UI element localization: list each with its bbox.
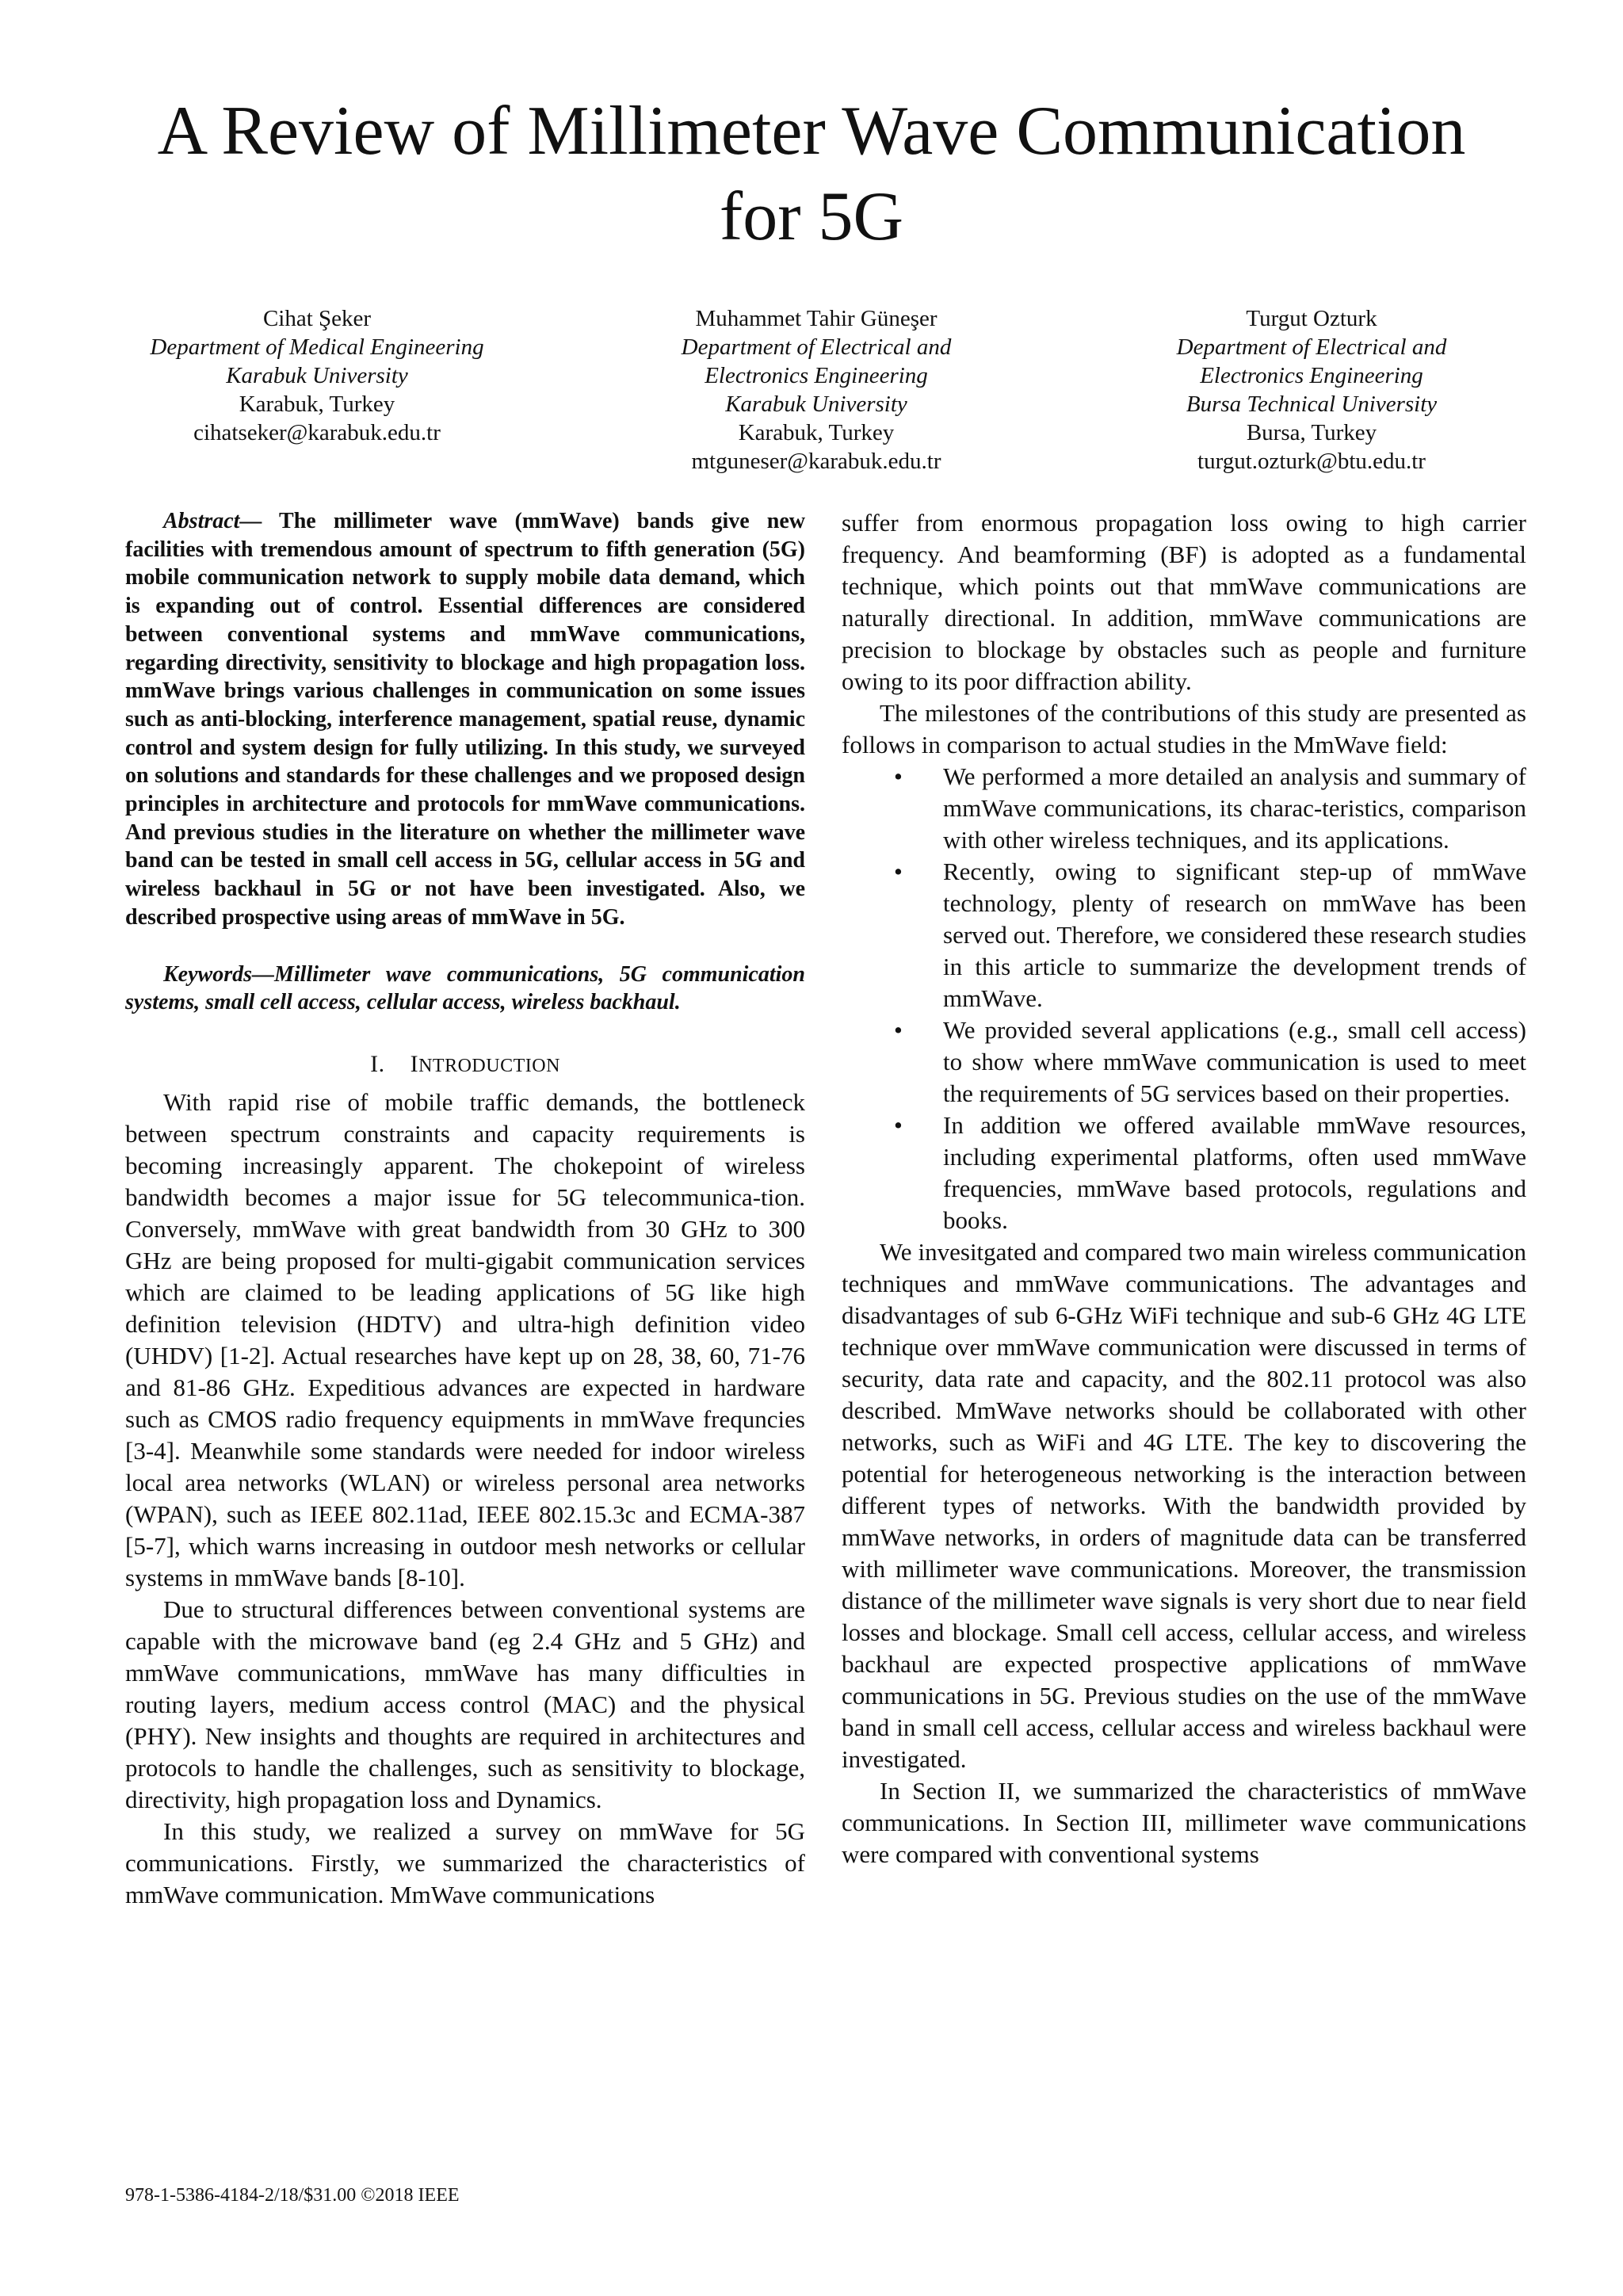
author-email: mtguneser@karabuk.edu.tr	[691, 449, 941, 474]
author-department: Department of Electrical and	[681, 334, 952, 360]
copyright-footer: 978-1-5386-4184-2/18/$31.00 ©2018 IEEE	[125, 2185, 460, 2206]
section-outline-paragraph: In Section II, we summarized the characteristics of mmWave communications. In Section III, millimeter wave communications were compared with conventional systems	[842, 1777, 1526, 1868]
list-item: • In addition we offered available mmWave resources, including experimental platforms, often used mmWave frequencies, mmWave based protocols, regulations and books.	[894, 1111, 1526, 1234]
list-item: • We performed a more detailed an analysis and summary of mmWave communications, its charac-teristics, comparison with other wireless techniques, and its applications.	[894, 762, 1526, 854]
author-block-1	[95, 304, 539, 447]
author-city: Karabuk, Turkey	[738, 420, 895, 445]
author-name: Cihat Şeker	[262, 306, 372, 331]
author-email: cihatseker@karabuk.edu.tr	[193, 420, 441, 445]
paper-title: A Review of Millimeter Wave Communication for 5G	[157, 93, 1466, 255]
author-university: Bursa Technical University	[1186, 392, 1438, 417]
author-university: Karabuk University	[226, 363, 408, 388]
author-city: Karabuk, Turkey	[239, 392, 395, 417]
bullet-icon: •	[894, 858, 903, 885]
section-heading	[125, 1049, 805, 1082]
author-department: Department of Medical Engineering	[150, 334, 484, 360]
left-column	[125, 507, 805, 1911]
bullet-icon: •	[894, 1016, 903, 1044]
author-email: turgut.ozturk@btu.edu.tr	[1197, 449, 1426, 474]
abstract	[125, 507, 805, 932]
author-city: Bursa, Turkey	[1246, 420, 1377, 445]
section-title-rest: NTRODUCTION	[418, 1055, 560, 1076]
intro-paragraph-2: Due to structural differences between conventional systems are capable with the microwave band (eg 2.4 GHz and 5 GHz) and mmWave communications, mmWave has many difficulties in routing layers, medium access control (MAC) and the physical (PHY). New insights and thoughts are required in architectures and protocols to handle the challenges, such as sensitivity to blockage, directivity, high propagation loss and Dynamics.	[125, 1595, 805, 1813]
right-column	[842, 507, 1526, 1870]
bullet-icon: •	[894, 1111, 903, 1139]
list-item: • Recently, owing to significant step-up of mmWave technology, plenty of research on mmWave has been served out. Therefore, we considered these research studies in this article to summarize the development trends of mmWave.	[894, 858, 1526, 1012]
keywords: Keywords—Millimeter wave communications, 5G communication systems, small cell access, cellular access, wireless backhaul.	[125, 961, 805, 1015]
intro-paragraph-1: With rapid rise of mobile traffic demands, the bottleneck between spectrum constraints and capacity requirements is becoming increasingly apparent. The chokepoint of wireless bandwidth becomes a major issue for 5G telecommunica-tion. Conversely, mmWave with great bandwidth from 30 GHz to 300 GHz are being proposed for multi-gigabit communication services which are claimed to be leading applications of 5G like high definition television (HDTV) and ultra-high definition video (UHDV) [1-2]. Actual researches have kept up on 28, 38, 60, 71-76 and 81-86 GHz. Expeditious advances are expected in hardware such as CMOS radio frequency equipments in mmWave frequncies [3-4]. Meanwhile some standards were needed for indoor wireless local area networks (WLAN) or wireless personal area networks (WPAN), such as IEEE 802.11ad, IEEE 802.15.3c and ECMA-387 [5-7], which warns increasing in outdoor mesh networks or cellular systems in mmWave bands [8-10].	[125, 1087, 805, 1591]
comparison-paragraph: We invesitgated and compared two main wireless communication techniques and mmWave communications. The advantages and disadvantages of sub 6-GHz WiFi technique and sub-6 GHz 4G LTE technique over mmWave communication were discussed in terms of security, data rate and capacity, and the 802.11 protocol was also described. MmWave networks should be collaborated with other networks, such as WiFi and 4G LTE. The key to discovering the potential for heterogeneous networking is the interaction between different types of networks. With the bandwidth provided by mmWave networks, in orders of magnitude data can be transferred with millimeter wave communications. Moreover, the transmission distance of the millimeter wave signals is very short due to near field losses and blockage. Small cell access, cellular access, and wireless backhaul are expected prospective applications of mmWave communications in 5G. Previous studies on the use of the mmWave band in small cell access, cellular access and wireless backhaul were investigated.	[842, 1238, 1526, 1773]
section-number: I.	[370, 1050, 385, 1077]
contributions-list	[842, 761, 1526, 1236]
abstract-lead: Abstract—	[163, 509, 262, 533]
milestones-paragraph: The milestones of the contributions of this study are presented as follows in comparison to actual studies in the MmWave field:	[842, 699, 1526, 758]
author-department: Department of Electrical and	[1176, 334, 1447, 360]
list-item: • We provided several applications (e.g., small cell access) to show where mmWave communication is used to meet the requirements of 5G services based on their properties.	[894, 1016, 1526, 1107]
author-name: Muhammet Tahir Güneşer	[695, 306, 938, 331]
author-department-line2: Electronics Engineering	[1200, 363, 1423, 388]
intro-paragraph-3: In this study, we realized a survey on mmWave for 5G communications. Firstly, we summarized the characteristics of mmWave communication. MmWave communications	[125, 1817, 805, 1908]
section-title-initial: I	[410, 1050, 419, 1077]
abstract-text: The millimeter wave (mmWave) bands give new facilities with tremendous amount of spectrum to fifth generation (5G) mobile communication network to supply mobile data demand, which is expanding out of control. Essential differences are considered between conventional systems and mmWave communications, regarding directivity, sensitivity to blockage and high propagation loss. mmWave brings various challenges in communication on some issues such as anti-blocking, interference management, spatial reuse, dynamic control and system design for fully utilizing. In this study, we surveyed on solutions and standards for these challenges and we proposed design principles in architecture and protocols for mmWave communications. And previous studies in the literature on whether the millimeter wave band can be tested in small cell access in 5G, cellular access in 5G and wireless backhaul in 5G or not have been investigated. Also, we described prospective using areas of mmWave in 5G.	[125, 509, 805, 930]
right-intro-paragraph: suffer from enormous propagation loss owing to high carrier frequency. And beamforming (BF) is adopted as a fundamental technique, which points out that mmWave communications are naturally directional. In addition, mmWave communications are precision to blockage by obstacles such as people and furniture owing to its poor diffraction ability.	[842, 509, 1526, 695]
author-block-3	[1090, 304, 1533, 476]
author-block-2	[594, 304, 1038, 476]
author-department-line2: Electronics Engineering	[705, 363, 928, 388]
bullet-icon: •	[894, 762, 903, 790]
author-university: Karabuk University	[725, 392, 907, 417]
author-name: Turgut Ozturk	[1246, 306, 1377, 331]
